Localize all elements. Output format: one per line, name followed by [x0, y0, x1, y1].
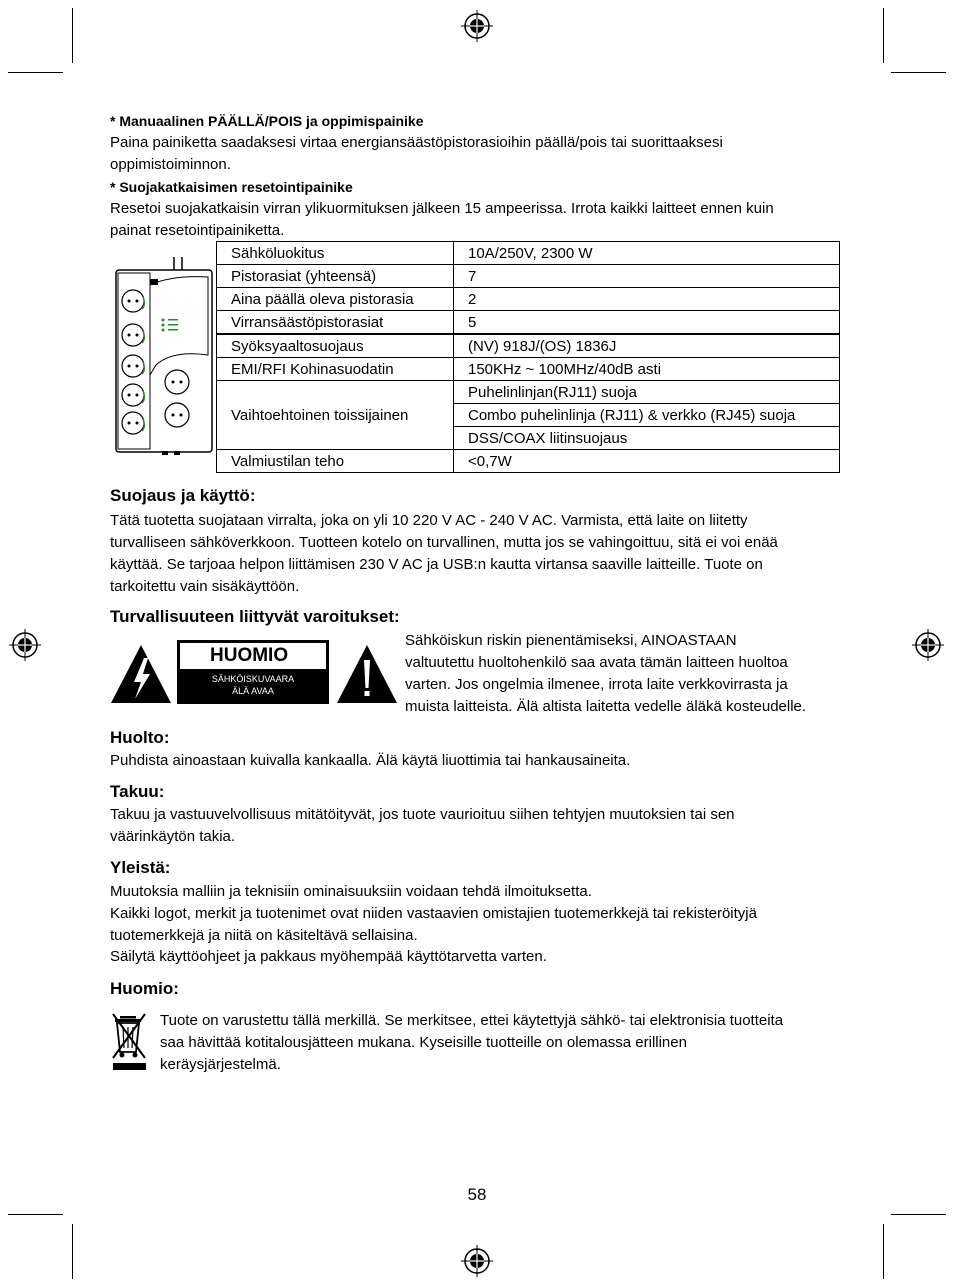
crop-mark [883, 1224, 884, 1279]
crop-mark [891, 1214, 946, 1215]
registration-mark-icon [461, 1245, 493, 1277]
caution-line: SÄHKÖISKUVAARA [211, 674, 295, 684]
exclamation-warning-icon [336, 644, 398, 704]
manual-button-text-line: oppimistoiminnon. [110, 156, 231, 173]
crop-mark [8, 1214, 63, 1215]
paragraph-line: muista laitteista. Älä altista laitetta vedelle äläkä kosteudelle. [405, 698, 807, 715]
page-number: 58 [467, 1185, 487, 1204]
paragraph-line: Puhdista ainoastaan kuivalla kankaalla. Älä käytä liuottimia tai hankausaineita. [110, 752, 631, 769]
reset-button-text-line: painat resetointipainiketta. [110, 222, 285, 239]
warranty-heading: Takuu: [110, 782, 165, 801]
reset-button-heading: * Suojakatkaisimen resetointipainike [110, 179, 353, 195]
table-row [217, 288, 840, 311]
crop-mark [72, 8, 73, 63]
paragraph-line: Sähköiskun riskin pienentämiseksi, AINOASTAAN [405, 632, 737, 649]
crop-mark [8, 72, 63, 73]
specification-table [216, 241, 840, 473]
table-cell-value: DSS/COAX liitinsuojaus [454, 427, 840, 450]
table-row [217, 242, 840, 265]
weee-crossed-bin-icon [110, 1010, 150, 1072]
table-cell-label: Syöksyaaltosuojaus [217, 334, 454, 358]
table-row [217, 265, 840, 288]
table-cell-label: Valmiustilan teho [217, 450, 454, 473]
table-cell-value: 10A/250V, 2300 W [454, 242, 840, 265]
table-row [217, 450, 840, 473]
note-heading: Huomio: [110, 979, 179, 998]
table-cell-label: Sähköluokitus [217, 242, 454, 265]
table-cell-value: Puhelinlinjan(RJ11) suoja [454, 381, 840, 404]
paragraph-line: väärinkäytön takia. [110, 828, 236, 845]
table-row [217, 334, 840, 358]
table-cell-value: Combo puhelinlinja (RJ11) & verkko (RJ45) suoja [454, 404, 840, 427]
registration-mark-icon [912, 629, 944, 661]
manual-button-text-line: Paina painiketta saadaksesi virtaa energiansäästöpistorasioihin päällä/pois tai suorittaaksesi [110, 134, 723, 151]
paragraph-line: Muutoksia malliin ja teknisiin ominaisuuksiin voidaan tehdä ilmoituksetta. [110, 883, 592, 900]
lightning-warning-icon [110, 644, 172, 704]
paragraph-line: turvalliseen sähköverkkoon. Tuotteen kotelo on turvallinen, mutta jos se vahingoittuu, sitä ei voi enää [110, 534, 778, 551]
paragraph-line: saa hävittää kotitalousjätteen mukana. Kyseisille tuotteille on olemassa erillinen [160, 1034, 687, 1051]
paragraph-line: valtuutettu huoltohenkilö saa avata tämän laitteen huoltoa [405, 654, 788, 671]
power-strip-illustration [112, 255, 216, 460]
caution-title: HUOMIO [210, 645, 289, 666]
paragraph-line: Säilytä käyttöohjeet ja pakkaus myöhempää käyttötarvetta varten. [110, 948, 547, 965]
paragraph-line: Takuu ja vastuuvelvollisuus mitätöityvät, jos tuote vaurioituu siihen tehtyjen muutoksien tai sen [110, 806, 735, 823]
table-row [217, 311, 840, 335]
table-row [217, 381, 840, 404]
safety-heading: Turvallisuuteen liittyvät varoitukset: [110, 607, 400, 626]
paragraph-line: varten. Jos ongelmia ilmenee, irrota laite verkkovirrasta ja [405, 676, 788, 693]
reset-button-text-line: Resetoi suojakatkaisin virran ylikuormituksen jälkeen 15 ampeerissa. Irrota kaikki laitteet ennen kuin [110, 200, 774, 217]
table-cell-value: <0,7W [454, 450, 840, 473]
table-cell-label: Vaihtoehtoinen toissijainen [217, 381, 454, 450]
table-cell-value: 150KHz ~ 100MHz/40dB asti [454, 358, 840, 381]
paragraph-line: Kaikki logot, merkit ja tuotenimet ovat niiden vastaavien omistajien tuotemerkkejä tai rekisteröityjä [110, 905, 757, 922]
table-cell-label: Virransäästöpistorasiat [217, 311, 454, 335]
paragraph-line: tuotemerkkejä ja niitä on käsiteltävä sellaisina. [110, 927, 418, 944]
caution-label [177, 640, 329, 704]
table-cell-label: Aina päällä oleva pistorasia [217, 288, 454, 311]
table-cell-value: 7 [454, 265, 840, 288]
paragraph-line: Tuote on varustettu tällä merkillä. Se merkitsee, ettei käytettyjä sähkö- tai elektronisia tuotteita [160, 1012, 784, 1029]
table-cell-value: 2 [454, 288, 840, 311]
paragraph-line: Tätä tuotetta suojataan virralta, joka on yli 10 220 V AC - 240 V AC. Varmista, että laite on liitetty [110, 512, 748, 529]
table-row [217, 358, 840, 381]
table-cell-label: EMI/RFI Kohinasuodatin [217, 358, 454, 381]
caution-line: ÄLÄ AVAA [232, 686, 274, 696]
crop-mark [883, 8, 884, 63]
manual-button-heading: * Manuaalinen PÄÄLLÄ/POIS ja oppimispainike [110, 113, 424, 129]
paragraph-line: keräysjärjestelmä. [160, 1056, 281, 1073]
service-heading: Huolto: [110, 728, 170, 747]
registration-mark-icon [461, 10, 493, 42]
table-cell-value: (NV) 918J/(OS) 1836J [454, 334, 840, 358]
table-cell-value: 5 [454, 311, 840, 335]
crop-mark [72, 1224, 73, 1279]
registration-mark-icon [9, 629, 41, 661]
protection-heading: Suojaus ja käyttö: [110, 486, 256, 505]
general-heading: Yleistä: [110, 858, 171, 877]
paragraph-line: tarkoitettu vain sisäkäyttöön. [110, 578, 300, 595]
table-cell-label: Pistorasiat (yhteensä) [217, 265, 454, 288]
crop-mark [891, 72, 946, 73]
paragraph-line: käyttää. Se tarjoaa helpon liittämisen 230 V AC ja USB:n kautta virtansa saaville laitteille. Tuote on [110, 556, 763, 573]
